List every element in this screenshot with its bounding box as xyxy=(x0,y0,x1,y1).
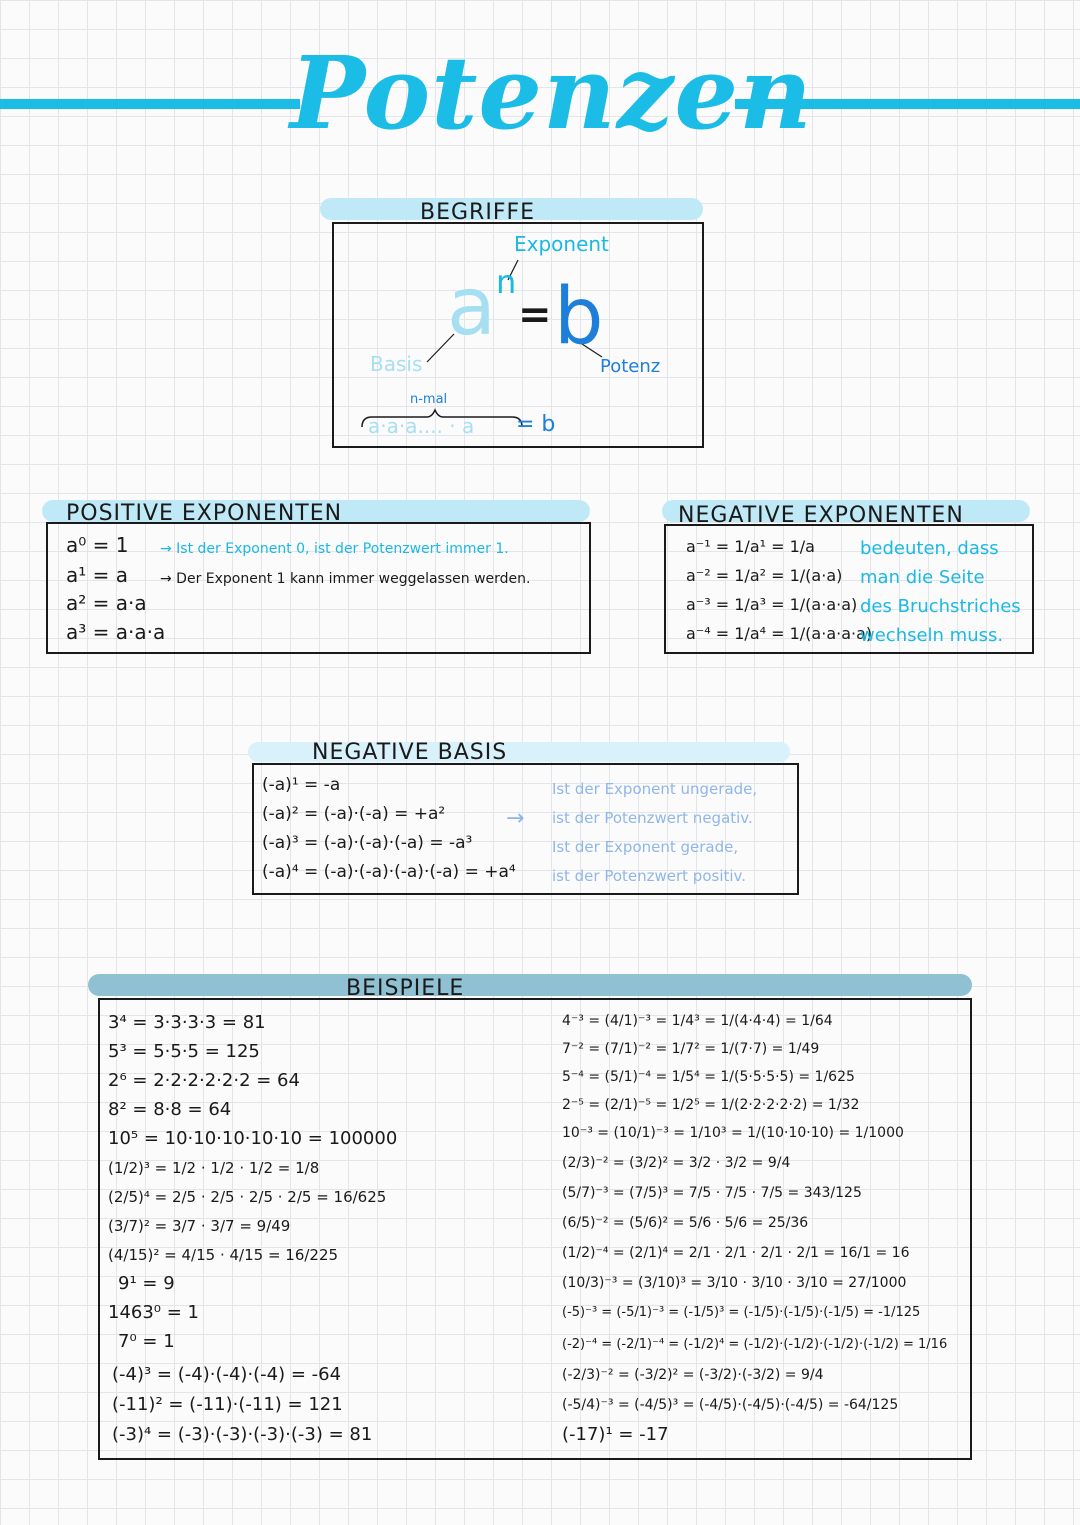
example-left: 1463⁰ = 1 xyxy=(108,1302,200,1323)
example-right: 10⁻³ = (10/1)⁻³ = 1/10³ = 1/(10·10·10) = 1/1000 xyxy=(562,1125,904,1141)
beispiele-heading: BEISPIELE xyxy=(346,976,465,1001)
exponent-label: Exponent xyxy=(514,232,609,256)
positive-note: → Ist der Exponent 0, ist der Potenzwert immer 1. xyxy=(160,541,509,557)
example-left: (-11)² = (-11)·(-11) = 121 xyxy=(112,1394,343,1415)
example-right: 4⁻³ = (4/1)⁻³ = 1/4³ = 1/(4·4·4) = 1/64 xyxy=(562,1013,833,1029)
negative-base-row: (-a)³ = (-a)·(-a)·(-a) = -a³ xyxy=(262,833,473,853)
negative-exp-note: bedeuten, dass xyxy=(860,538,999,559)
positive-lhs: a³ xyxy=(66,620,87,644)
example-left: (4/15)² = 4/15 · 4/15 = 16/225 xyxy=(108,1246,339,1264)
product-expression: a·a·a.... · a xyxy=(368,414,475,438)
example-left: 10⁵ = 10·10·10·10·10 = 100000 xyxy=(108,1128,398,1149)
example-left: 7⁰ = 1 xyxy=(118,1331,175,1352)
potenz-label: Potenz xyxy=(600,356,661,377)
example-right: (6/5)⁻² = (5/6)² = 5/6 · 5/6 = 25/36 xyxy=(562,1215,809,1231)
example-left: 3⁴ = 3·3·3·3 = 81 xyxy=(108,1012,266,1033)
example-right: (-2/3)⁻² = (-3/2)² = (-3/2)·(-3/2) = 9/4 xyxy=(562,1367,824,1383)
example-right: (10/3)⁻³ = (3/10)³ = 3/10 · 3/10 · 3/10 = 27/1000 xyxy=(562,1275,907,1291)
example-right: (-2)⁻⁴ = (-2/1)⁻⁴ = (-1/2)⁴ = (-1/2)·(-1/2)·(-1/2)·(-1/2) = 1/16 xyxy=(562,1337,948,1352)
product-result: = b xyxy=(516,412,556,437)
negative-exp-formula: a⁻⁴ = 1/a⁴ = 1/(a·a·a·a) xyxy=(686,624,873,643)
example-left: (-3)⁴ = (-3)·(-3)·(-3)·(-3) = 81 xyxy=(112,1424,373,1445)
negative-exp-formula: a⁻¹ = 1/a¹ = 1/a xyxy=(686,537,815,556)
negative-base-note: Ist der Exponent gerade, xyxy=(552,838,739,856)
example-left: 2⁶ = 2·2·2·2·2·2 = 64 xyxy=(108,1070,300,1091)
negative-base-note: Ist der Exponent ungerade, xyxy=(552,780,758,798)
example-left: (2/5)⁴ = 2/5 · 2/5 · 2/5 · 2/5 = 16/625 xyxy=(108,1188,387,1206)
positive-row xyxy=(66,532,128,558)
example-right: 5⁻⁴ = (5/1)⁻⁴ = 1/5⁴ = 1/(5·5·5·5) = 1/625 xyxy=(562,1069,855,1085)
negative-base-row: (-a)¹ = -a xyxy=(262,775,341,795)
page-title: Potenzen xyxy=(290,34,813,152)
positive-row xyxy=(66,619,165,645)
negative-exp-formula: a⁻³ = 1/a³ = 1/(a·a·a) xyxy=(686,595,858,614)
title-line-left xyxy=(0,99,300,109)
positive-lhs: a² xyxy=(66,591,87,615)
equals-sign: = xyxy=(518,292,552,338)
example-right: (1/2)⁻⁴ = (2/1)⁴ = 2/1 · 2/1 · 2/1 · 2/1 = 16/1 = 16 xyxy=(562,1245,910,1261)
positive-row xyxy=(66,562,128,588)
example-left: 5³ = 5·5·5 = 125 xyxy=(108,1041,260,1062)
example-right: (5/7)⁻³ = (7/5)³ = 7/5 · 7/5 · 7/5 = 343/125 xyxy=(562,1185,862,1201)
example-left: (1/2)³ = 1/2 · 1/2 · 1/2 = 1/8 xyxy=(108,1159,320,1177)
negative-exp-formula: a⁻² = 1/a² = 1/(a·a) xyxy=(686,566,843,585)
example-left: (-4)³ = (-4)·(-4)·(-4) = -64 xyxy=(112,1364,342,1385)
positive-rhs: = 1 xyxy=(92,533,129,557)
negative-base-note: ist der Potenzwert negativ. xyxy=(552,809,753,827)
basis-label: Basis xyxy=(370,352,423,376)
exponent-symbol: n xyxy=(496,263,517,301)
negative-base-heading: NEGATIVE BASIS xyxy=(312,740,508,765)
positive-rhs: = a xyxy=(92,563,129,587)
begriffe-heading: BEGRIFFE xyxy=(420,200,536,225)
example-right: (-17)¹ = -17 xyxy=(562,1424,669,1445)
begriffe-connectors xyxy=(332,222,700,444)
negative-base-arrow: → xyxy=(506,806,525,831)
beispiele-band xyxy=(88,974,972,996)
negative-base-note: ist der Potenzwert positiv. xyxy=(552,867,747,885)
example-right: (-5/4)⁻³ = (-4/5)³ = (-4/5)·(-4/5)·(-4/5) = -64/125 xyxy=(562,1397,899,1413)
negative-exp-heading: NEGATIVE EXPONENTEN xyxy=(678,503,964,528)
base-symbol: a xyxy=(447,260,497,353)
example-right: 7⁻² = (7/1)⁻² = 1/7² = 1/(7·7) = 1/49 xyxy=(562,1041,820,1057)
example-left: (3/7)² = 3/7 · 3/7 = 9/49 xyxy=(108,1217,291,1235)
positive-lhs: a⁰ xyxy=(66,533,87,557)
example-left: 9¹ = 9 xyxy=(118,1273,175,1294)
result-symbol: b xyxy=(554,272,604,362)
example-right: (-5)⁻³ = (-5/1)⁻³ = (-1/5)³ = (-1/5)·(-1/5)·(-1/5) = -1/125 xyxy=(562,1305,921,1320)
example-left: 8² = 8·8 = 64 xyxy=(108,1099,232,1120)
positive-row xyxy=(66,590,147,616)
negative-exp-note: wechseln muss. xyxy=(860,625,1004,646)
negative-exp-note: man die Seite xyxy=(860,567,985,588)
negative-base-row: (-a)² = (-a)·(-a) = +a² xyxy=(262,804,446,824)
positive-rhs: = a·a·a xyxy=(92,620,166,644)
positive-lhs: a¹ xyxy=(66,563,87,587)
example-right: (2/3)⁻² = (3/2)² = 3/2 · 3/2 = 9/4 xyxy=(562,1155,791,1171)
positive-rhs: = a·a xyxy=(92,591,147,615)
negative-exp-note: des Bruchstriches xyxy=(860,596,1021,617)
example-right: 2⁻⁵ = (2/1)⁻⁵ = 1/2⁵ = 1/(2·2·2·2·2) = 1/32 xyxy=(562,1097,860,1113)
positive-heading: POSITIVE EXPONENTEN xyxy=(66,501,343,526)
positive-note: → Der Exponent 1 kann immer weggelassen werden. xyxy=(160,571,531,587)
negative-base-row: (-a)⁴ = (-a)·(-a)·(-a)·(-a) = +a⁴ xyxy=(262,862,516,882)
n-mal-label: n-mal xyxy=(410,392,448,407)
